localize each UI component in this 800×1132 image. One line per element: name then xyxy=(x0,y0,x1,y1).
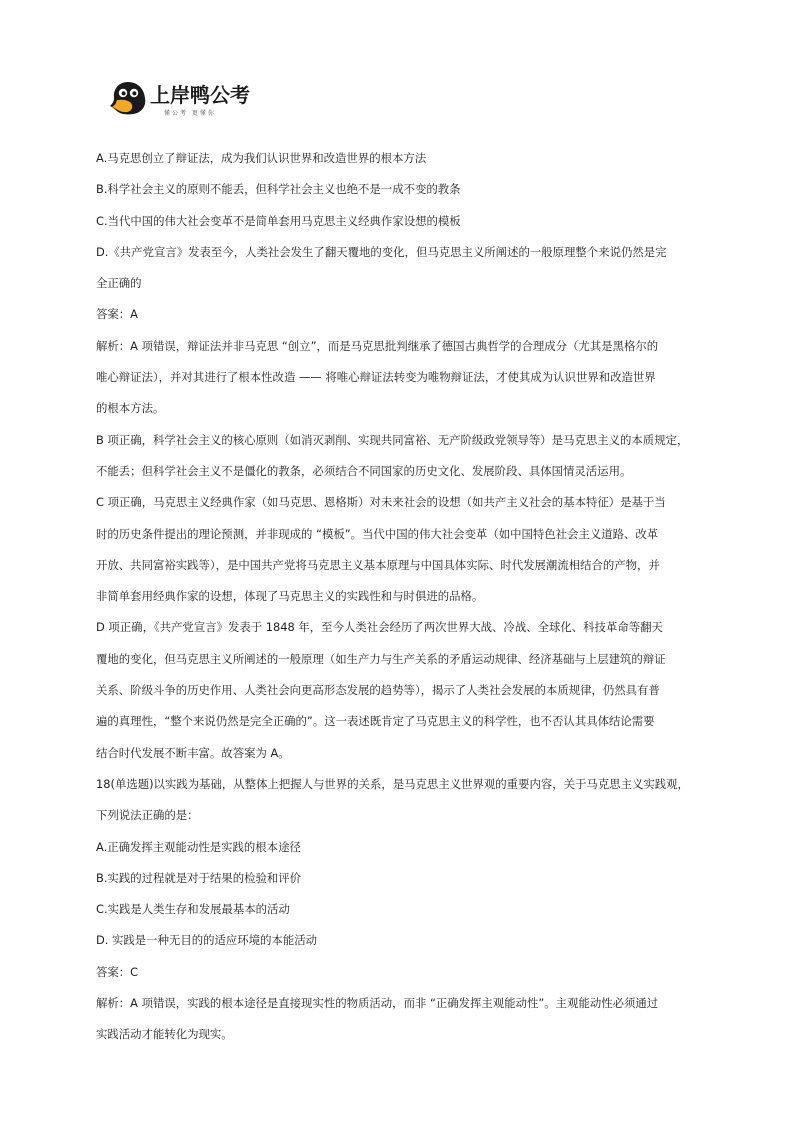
text-line: 答案：A xyxy=(96,307,138,322)
text-line: 18(单选题)以实践为基础，从整体上把握人与世界的关系，是马克思主义世界观的重要内容，关于马克思主义实践观， xyxy=(96,776,689,791)
text-line: D.《共产党宣言》发表至今，人类社会发生了翻天覆地的变化，但马克思主义所阐述的一般原理整个来说仍然是完 xyxy=(96,244,667,259)
text-line: 非简单套用经典作家的设想，体现了马克思主义的实践性和与时俱进的品格。 xyxy=(96,589,484,604)
text-line: 时的历史条件提出的理论预测，并非现成的 “模板”。当代中国的伟大社会变革（如中国特色社会主义道路、改革 xyxy=(96,526,659,541)
text-line: 答案：C xyxy=(96,964,139,979)
text-line: 实践活动才能转化为现实。 xyxy=(96,1027,233,1042)
text-line: D. 实践是一种无目的的适应环境的本能活动 xyxy=(96,933,318,948)
text-line: 唯心辩证法），并对其进行了根本性改造 —— 将唯心辩证法转变为唯物辩证法，才使其成为认识世界和改造世界 xyxy=(96,370,656,385)
logo-name: 上岸鸭公考 xyxy=(150,83,250,107)
text-line: B 项正确，科学社会主义的核心原则（如消灭剥削、实现共同富裕、无产阶级政党领导等）是马克思主义的本质规定， xyxy=(96,432,689,447)
text-line: 结合时代发展不断丰富。故答案为 A。 xyxy=(96,745,290,760)
text-line: 解析：A 项错误，辩证法并非马克思 “创立”，而是马克思批判继承了德国古典哲学的合理成分（尤其是黑格尔的 xyxy=(96,338,659,353)
text-line: C 项正确，马克思主义经典作家（如马克思、恩格斯）对未来社会的设想（如共产主义社会的基本特征）是基于当 xyxy=(96,495,666,510)
text-line: 下列说法正确的是： xyxy=(96,808,199,823)
text-line: 开放、共同富裕实践等），是中国共产党将马克思主义基本原理与中国具体实际、时代发展潮流相结合的产物，并 xyxy=(96,557,660,572)
text-line: B.科学社会主义的原则不能丢，但科学社会主义也绝不是一成不变的教条 xyxy=(96,182,461,197)
text-line: C.当代中国的伟大社会变革不是简单套用马克思主义经典作家设想的模板 xyxy=(96,213,461,228)
text-line: 解析：A 项错误，实践的根本途径是直接现实性的物质活动，而非 “正确发挥主观能动性”。主观能动性必须通过 xyxy=(96,996,659,1011)
text-line: C.实践是人类生存和发展最基本的活动 xyxy=(96,902,290,917)
text-line: A.正确发挥主观能动性是实践的根本途径 xyxy=(96,839,301,854)
text-line: A.马克思创立了辩证法，成为我们认识世界和改造世界的根本方法 xyxy=(96,151,427,165)
text-line: 遍的真理性，“整个来说仍然是完全正确的”。这一表述既肯定了马克思主义的科学性，也不否认其具体结论需要 xyxy=(96,714,655,729)
text-line: 关系、阶级斗争的历史作用、人类社会向更高形态发展的趋势等），揭示了人类社会发展的本质规律，仍然具有普 xyxy=(96,683,660,698)
text-line: 覆地的变化，但马克思主义所阐述的一般原理（如生产力与生产关系的矛盾运动规律、经济基础与上层建筑的辩证 xyxy=(96,651,666,666)
document-body xyxy=(96,143,706,1051)
logo xyxy=(108,78,258,122)
logo-slogan: 懂公考 更懂你 xyxy=(164,110,216,117)
text-line: D 项正确，《共产党宣言》发表于 1848 年，至今人类社会经历了两次世界大战、冷战、全球化、科技革命等翻天 xyxy=(96,620,663,635)
text-line: 全正确的 xyxy=(96,276,142,291)
duck-logo-icon xyxy=(108,78,148,118)
text-line: B.实践的过程就是对于结果的检验和评价 xyxy=(96,870,302,885)
text-line: 不能丢；但科学社会主义不是僵化的教条，必须结合不同国家的历史文化、发展阶段、具体国情灵活运用。 xyxy=(96,463,632,478)
text-line: 的根本方法。 xyxy=(96,401,165,416)
